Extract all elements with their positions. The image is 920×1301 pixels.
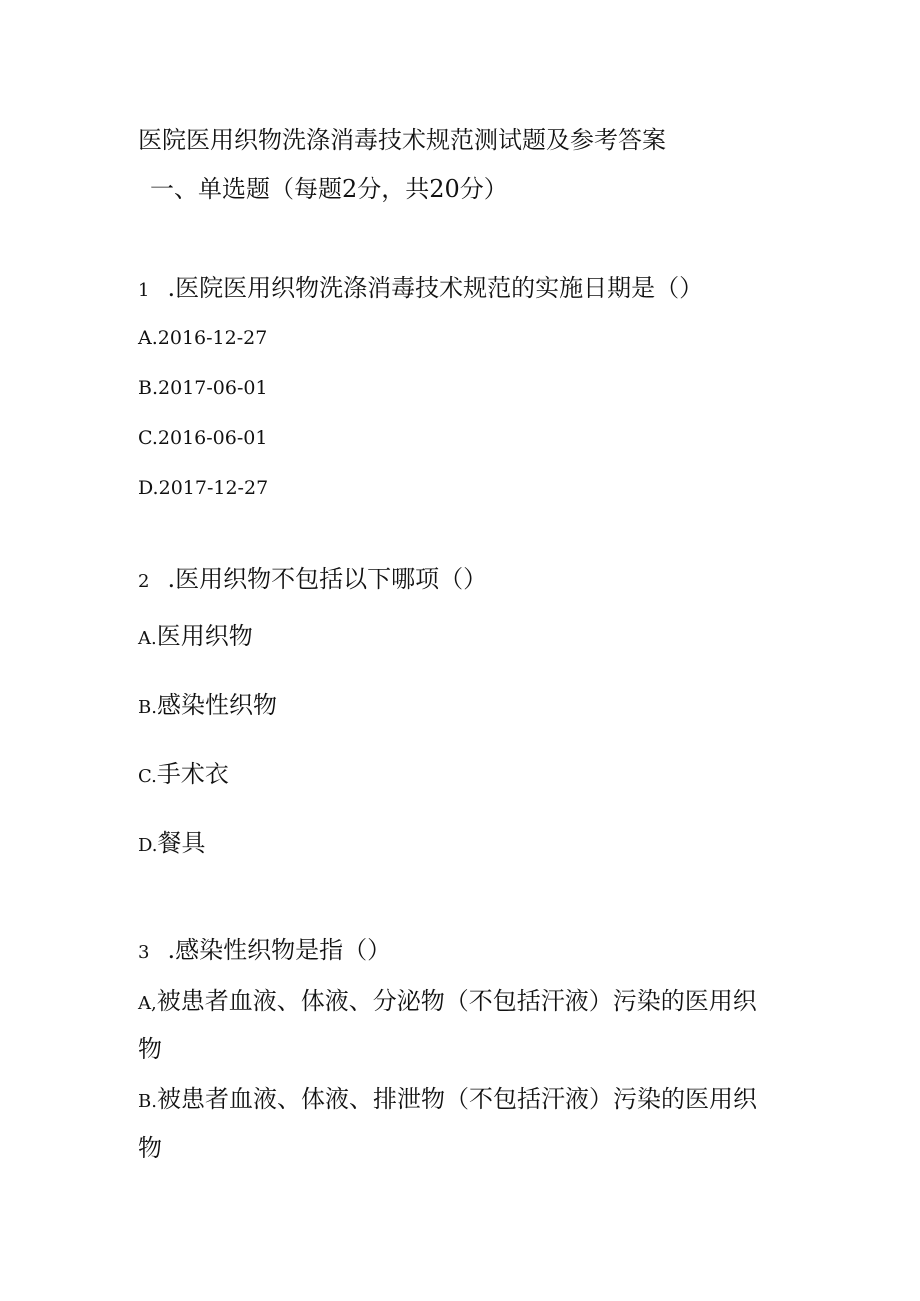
option-letter: A, bbox=[138, 993, 157, 1014]
question-number: 1 bbox=[138, 280, 150, 301]
question-number: 3 bbox=[138, 942, 150, 963]
option-letter: B. bbox=[138, 697, 157, 718]
q2-option-b bbox=[138, 693, 277, 717]
q2-option-a bbox=[138, 624, 253, 648]
q2-option-d bbox=[138, 831, 206, 855]
option-text: 被患者血液、体液、排泄物（不包括汗液）污染的医用织 bbox=[156, 1085, 757, 1113]
q3-option-a-continuation: 物 bbox=[138, 1035, 162, 1063]
option-text: 感染性织物 bbox=[156, 691, 277, 719]
q2-option-c bbox=[138, 762, 229, 786]
option-text: 医用织物 bbox=[156, 622, 253, 650]
q1-option-c bbox=[138, 429, 267, 448]
q3-option-a bbox=[138, 989, 757, 1013]
question-1 bbox=[138, 276, 703, 300]
question-text: .医院医用织物洗涤消毒技术规范的实施日期是（） bbox=[167, 274, 704, 302]
option-text: 2017-06-01 bbox=[158, 377, 268, 399]
option-letter: A. bbox=[138, 327, 158, 349]
q1-option-b bbox=[138, 379, 268, 398]
section-heading: 一、单选题（每题2分，共20分） bbox=[150, 175, 508, 203]
question-text: .医用织物不包括以下哪项（） bbox=[167, 565, 488, 593]
question-2 bbox=[138, 567, 487, 591]
option-letter: C. bbox=[138, 427, 158, 449]
q1-option-a bbox=[138, 329, 267, 348]
option-letter: D. bbox=[138, 477, 159, 499]
option-text: 2016-12-27 bbox=[157, 327, 268, 349]
option-text: 2017-12-27 bbox=[158, 477, 269, 499]
option-letter: B. bbox=[138, 377, 159, 399]
q1-option-d bbox=[138, 479, 268, 498]
option-text: 餐具 bbox=[157, 829, 206, 857]
question-text: .感染性织物是指（） bbox=[167, 936, 392, 964]
option-letter: B. bbox=[138, 1091, 157, 1112]
q3-option-b-continuation: 物 bbox=[138, 1134, 162, 1162]
option-text: 手术衣 bbox=[156, 760, 229, 788]
question-number: 2 bbox=[138, 571, 150, 592]
document-title: 医院医用织物洗涤消毒技术规范测试题及参考答案 bbox=[138, 126, 666, 154]
option-text: 2016-06-01 bbox=[157, 427, 268, 449]
option-letter: C. bbox=[138, 766, 157, 787]
option-letter: D. bbox=[138, 835, 158, 856]
option-letter: A. bbox=[138, 628, 157, 649]
question-3 bbox=[138, 938, 391, 962]
option-text: 被患者血液、体液、分泌物（不包括汗液）污染的医用织 bbox=[156, 987, 757, 1015]
q3-option-b bbox=[138, 1087, 757, 1111]
